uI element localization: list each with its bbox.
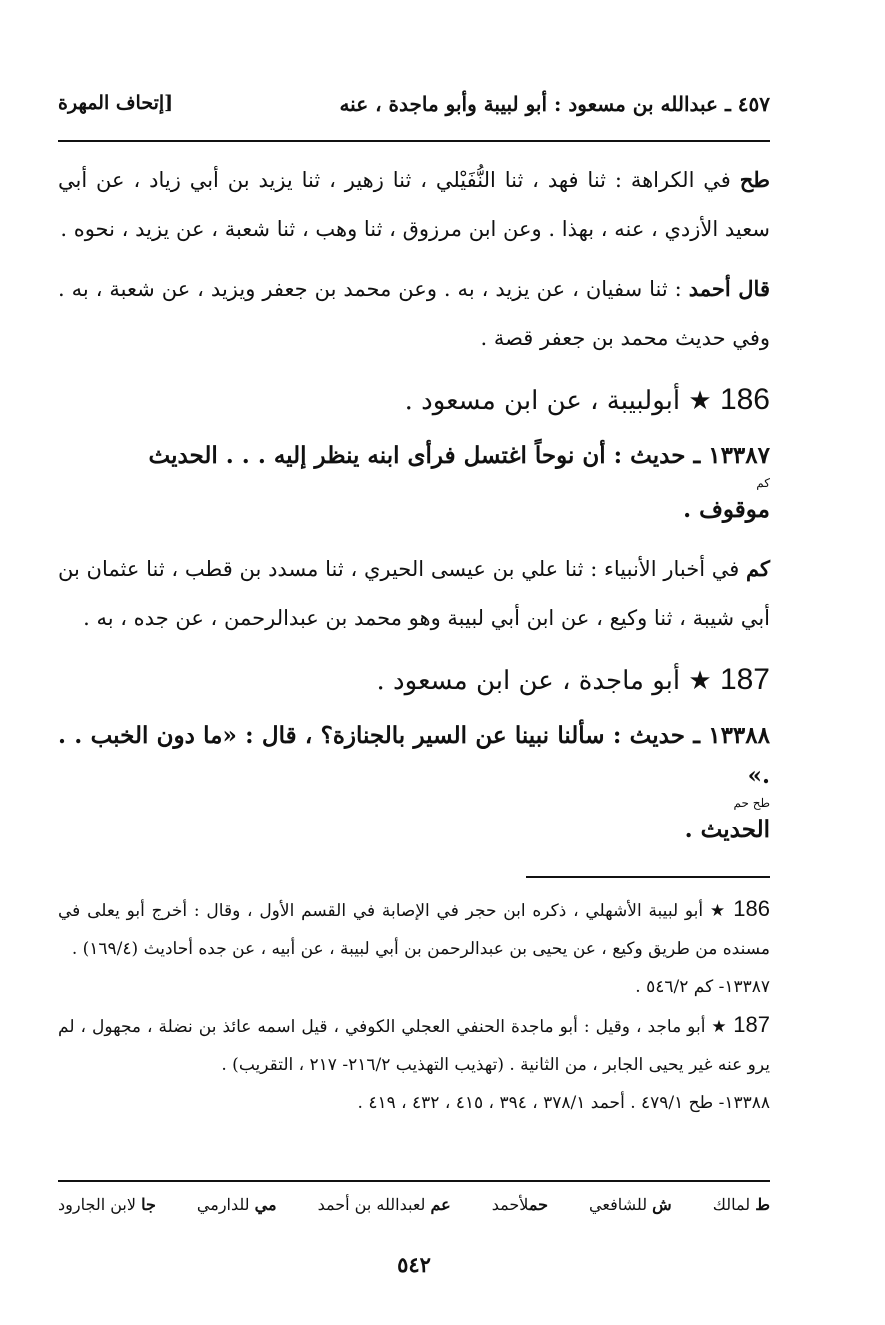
- paragraph-tahawi: [58, 155, 770, 254]
- entry-heading-187: [58, 653, 770, 708]
- header-book-title: [إتحاف المهرة: [58, 92, 174, 114]
- main-text: [58, 155, 770, 864]
- paragraph-text: : ثنا سفيان ، عن يزيد ، به . وعن محمد بن جعفر ويزيد ، عن شعبة ، به . وفي حديث محمد بن جعفر قصة .: [58, 277, 770, 350]
- source-siglum: كم: [746, 556, 770, 581]
- source-siglum: طح: [739, 167, 770, 192]
- entry-title: ★ أبولبيبة ، عن ابن مسعود .: [404, 386, 720, 416]
- paragraph-text: في الكراهة : ثنا فهد ، ثنا النُّفَيْلي ، ثنا زهير ، ثنا يزيد بن أبي زياد ، عن أبي سعيد الأزدي ، عنه ، بهذا . وعن ابن مرزوق ، ثنا وهب ، ثنا شعبة ، عن يزيد ، نحوه .: [58, 168, 770, 241]
- entry-number: 187: [719, 663, 770, 696]
- running-header: [58, 92, 770, 132]
- abbrev-item: جا لابن الجارود: [58, 1195, 156, 1214]
- hadith-text: ١٣٣٨٨ ـ حديث : سألنا نبينا عن السير بالجنازة؟ ، قال : «ما دون الخبب . . .»: [58, 722, 770, 789]
- footnote-186: [58, 890, 770, 968]
- abbrev-item: ش للشافعي: [589, 1195, 672, 1214]
- abbrev-item: حملأحمد: [491, 1195, 548, 1214]
- hadith-tail: موقوف .: [683, 496, 770, 523]
- hadith-13387: [58, 436, 770, 530]
- entry-heading-186: [58, 373, 770, 428]
- paragraph-hakim: [58, 544, 770, 643]
- abbreviations-rule: [58, 1180, 770, 1182]
- footnote-rule: [526, 876, 770, 878]
- paragraph-ahmad: [58, 264, 770, 363]
- footnote-number: 187: [733, 1012, 770, 1037]
- abbrev-item: مي للدارمي: [196, 1195, 277, 1214]
- abbrev-item: ط لمالك: [712, 1195, 770, 1214]
- page-number: ٥٤٢: [397, 1252, 431, 1277]
- abbrev-item: عم لعبدالله بن أحمد: [317, 1195, 451, 1214]
- page: [58, 0, 770, 1325]
- paragraph-text: في أخبار الأنبياء : ثنا علي بن عيسى الحيري ، ثنا مسدد بن قطب ، ثنا عثمان بن أبي شيبة ، ثنا وكيع ، عن ابن أبي لبيبة وهو محمد بن عبدالرحمن ، عن جده ، به .: [58, 557, 770, 630]
- footnote-13388: ١٣٣٨٨- طح ٤٧٩/١ . أحمد ٣٧٨/١ ، ٣٩٤ ، ٤١٥ ، ٤٣٢ ، ٤١٩ .: [357, 1093, 770, 1113]
- hadith-sigla: كم: [756, 476, 770, 490]
- footnotes: [58, 890, 770, 1122]
- hadith-text: ١٣٣٨٧ ـ حديث : أن نوحاً اغتسل فرأى ابنه ينظر إليه . . . الحديث: [148, 442, 770, 469]
- entry-title: ★ أبو ماجدة ، عن ابن مسعود .: [376, 666, 720, 696]
- header-title: ٤٥٧ ـ عبدالله بن مسعود : أبو لبيبة وأبو ماجدة ، عنه: [339, 92, 770, 116]
- hadith-tail: الحديث .: [684, 816, 770, 843]
- abbreviations-key: [58, 1195, 770, 1214]
- source-siglum: قال أحمد: [688, 276, 770, 301]
- hadith-13388: [58, 716, 770, 850]
- footnote-text: ★ أبو ماجد ، وقيل : أبو ماجدة الحنفي العجلي الكوفي ، قيل اسمه عائذ بن نضلة ، مجهول ، لم يرو عنه غير يحيى الجابر ، من الثانية . (تهذيب التهذيب ٢١٦/٢- ٢١٧ ، التقريب) .: [58, 1017, 770, 1075]
- hadith-sigla: طح حم: [733, 796, 770, 810]
- footnote-text: ★ أبو لبيبة الأشهلي ، ذكره ابن حجر في الإصابة في القسم الأول ، وقال : أخرج أبو يعلى في مسنده من طريق وكيع ، عن يحيى بن عبدالرحمن بن أبي لبيبة ، عن أبيه ، عن جده أحاديث (١٦٩/٤) .: [58, 901, 770, 959]
- header-rule: [58, 140, 770, 142]
- entry-number: 186: [719, 383, 770, 416]
- footnote-number: 186: [733, 896, 770, 921]
- footnote-13387: ١٣٣٨٧- كم ٥٤٦/٢ .: [635, 977, 770, 997]
- footnote-187: [58, 1006, 770, 1084]
